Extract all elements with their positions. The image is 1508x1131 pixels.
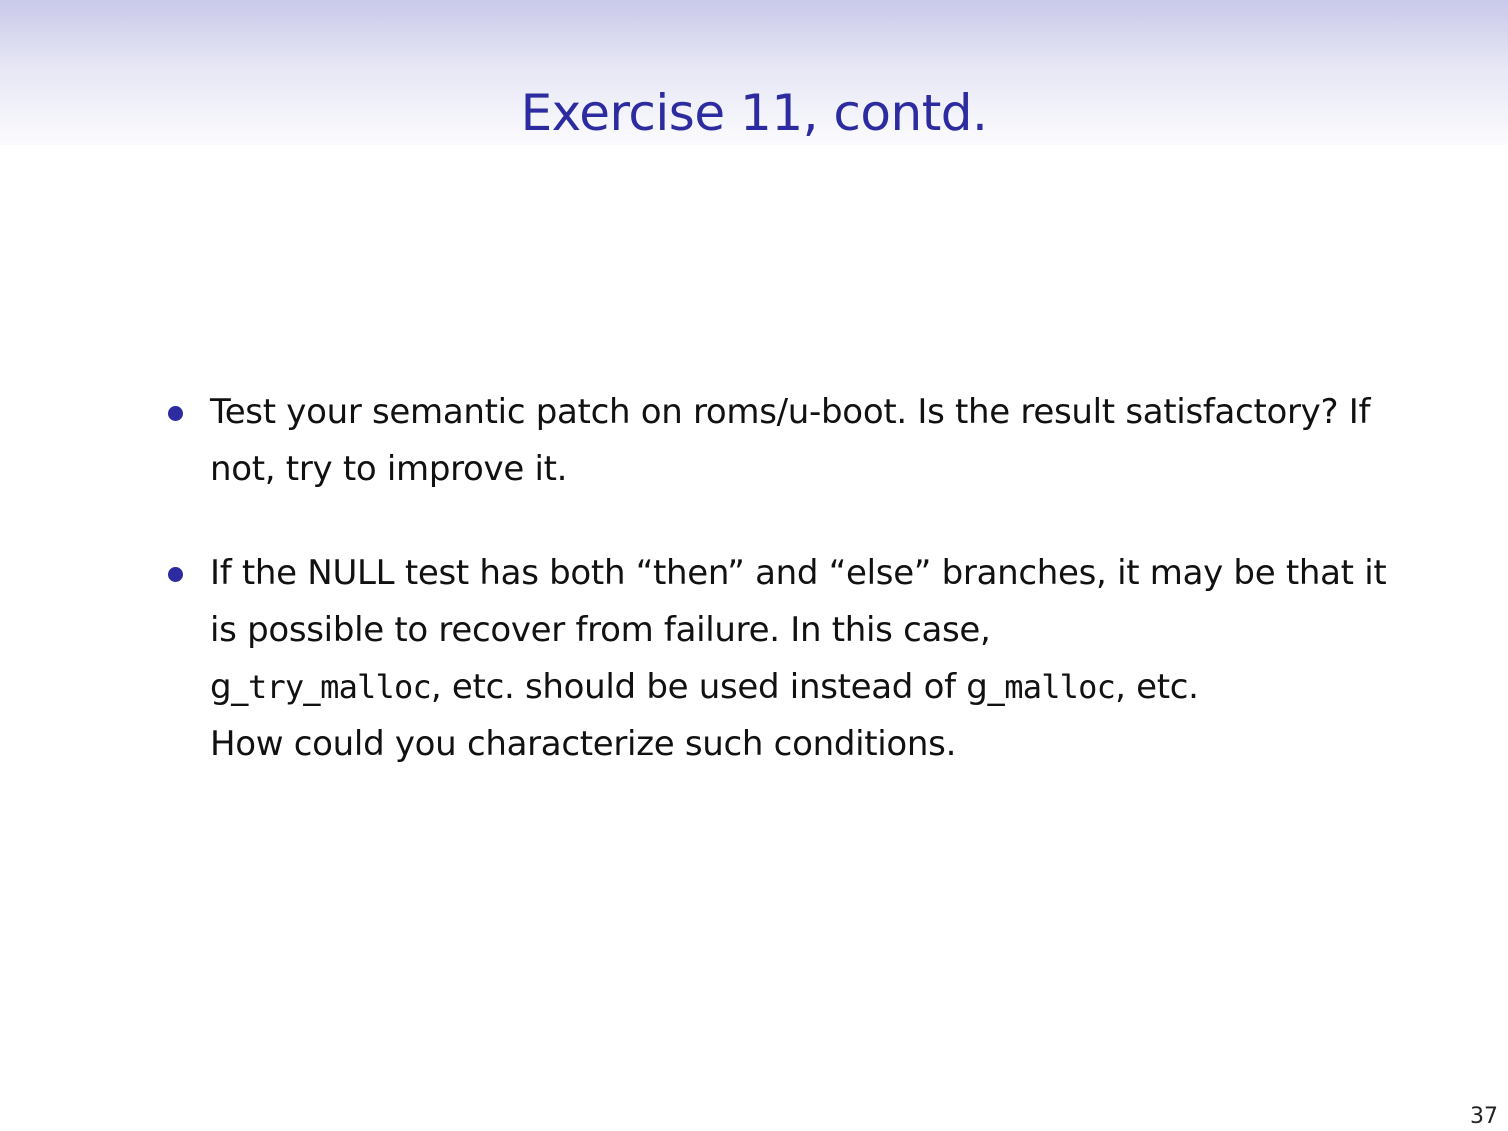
code-fragment: _ [303,667,321,707]
bullet-question: How could you characterize such conditions. [210,724,957,764]
code-fragment: _ [987,667,1005,707]
bullet-list [165,384,1395,820]
code-g-malloc [966,667,1115,707]
bullet-item-2 [165,545,1395,773]
code-fragment: _ [231,667,248,707]
code-g-try-malloc [210,667,431,707]
bullet-text-outro: , etc. [1115,667,1199,707]
bullet-item-1 [165,384,1395,498]
page-number: 37 [1470,1104,1498,1129]
code-fragment: g [210,667,232,707]
slide-title: Exercise 11, contd. [520,84,988,142]
code-fragment: malloc [1004,668,1116,706]
bullet-text-intro: If the NULL test has both “then” and “else” branches, it may be that it is possible to recover from failure. In this case, [210,553,1387,650]
code-fragment: try [248,668,304,706]
bullet-text-mid: , etc. should be used instead of [430,667,956,707]
bullet-text: Test your semantic patch on roms/u-boot. Is the result satisfactory? If not, try to improve it. [210,392,1371,489]
code-fragment: malloc [320,668,431,706]
bullet-icon [168,567,183,582]
bullet-icon [168,406,183,421]
code-fragment: g [966,667,988,707]
